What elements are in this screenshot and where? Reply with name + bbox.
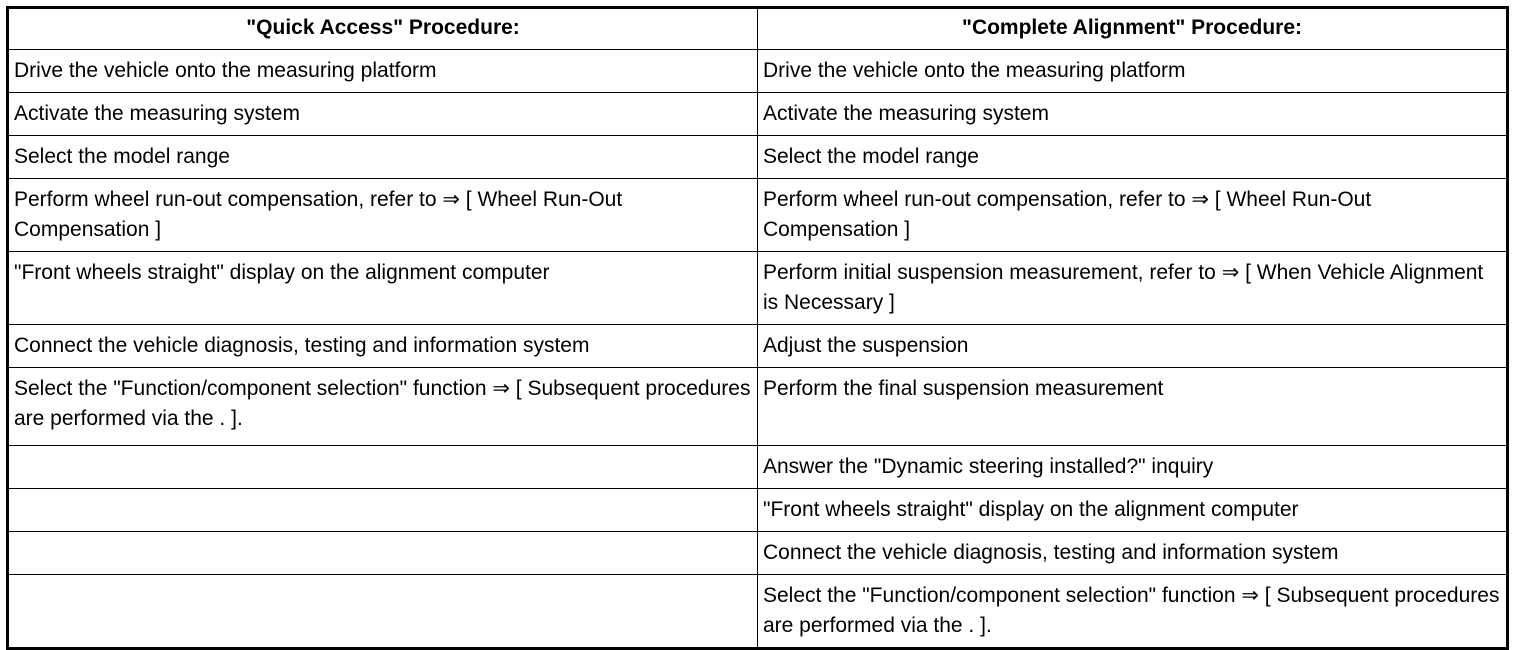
quick-access-step-cell: [8, 446, 758, 489]
complete-alignment-step-cell: Connect the vehicle diagnosis, testing and information system: [758, 532, 1508, 575]
quick-access-step-cell: [8, 489, 758, 532]
table-row: [8, 136, 1508, 179]
column-header-complete-alignment: "Complete Alignment" Procedure:: [758, 8, 1508, 50]
complete-alignment-step-cell: Perform initial suspension measurement, refer to ⇒ [ When Vehicle Alignment is Necessary ]: [758, 252, 1508, 325]
quick-access-step-cell: Connect the vehicle diagnosis, testing and information system: [8, 325, 758, 368]
quick-access-step-cell: Drive the vehicle onto the measuring platform: [8, 50, 758, 93]
table-row: [8, 179, 1508, 252]
complete-alignment-step-cell: Adjust the suspension: [758, 325, 1508, 368]
complete-alignment-step-cell: Select the "Function/component selection" function ⇒ [ Subsequent procedures are performed via the . ].: [758, 575, 1508, 649]
quick-access-step-cell: Select the "Function/component selection" function ⇒ [ Subsequent procedures are performed via the . ].: [8, 368, 758, 446]
complete-alignment-step-cell: Perform the final suspension measurement: [758, 368, 1508, 446]
quick-access-step-cell: [8, 532, 758, 575]
table-row: [8, 93, 1508, 136]
quick-access-step-cell: Activate the measuring system: [8, 93, 758, 136]
table-header-row: [8, 8, 1508, 50]
complete-alignment-step-cell: "Front wheels straight" display on the alignment computer: [758, 489, 1508, 532]
table-row: [8, 325, 1508, 368]
column-header-quick-access: "Quick Access" Procedure:: [8, 8, 758, 50]
quick-access-step-cell: [8, 575, 758, 649]
quick-access-step-cell: "Front wheels straight" display on the alignment computer: [8, 252, 758, 325]
quick-access-step-cell: Select the model range: [8, 136, 758, 179]
complete-alignment-step-cell: Select the model range: [758, 136, 1508, 179]
complete-alignment-step-cell: Drive the vehicle onto the measuring platform: [758, 50, 1508, 93]
table-row: [8, 575, 1508, 649]
quick-access-step-cell: Perform wheel run-out compensation, refer to ⇒ [ Wheel Run-Out Compensation ]: [8, 179, 758, 252]
table-row: [8, 532, 1508, 575]
table-row: [8, 50, 1508, 93]
table-row: [8, 368, 1508, 446]
complete-alignment-step-cell: Perform wheel run-out compensation, refer to ⇒ [ Wheel Run-Out Compensation ]: [758, 179, 1508, 252]
table-row: [8, 489, 1508, 532]
complete-alignment-step-cell: Answer the "Dynamic steering installed?" inquiry: [758, 446, 1508, 489]
procedure-comparison-table: [6, 6, 1509, 650]
complete-alignment-step-cell: Activate the measuring system: [758, 93, 1508, 136]
table-row: [8, 446, 1508, 489]
table-row: [8, 252, 1508, 325]
